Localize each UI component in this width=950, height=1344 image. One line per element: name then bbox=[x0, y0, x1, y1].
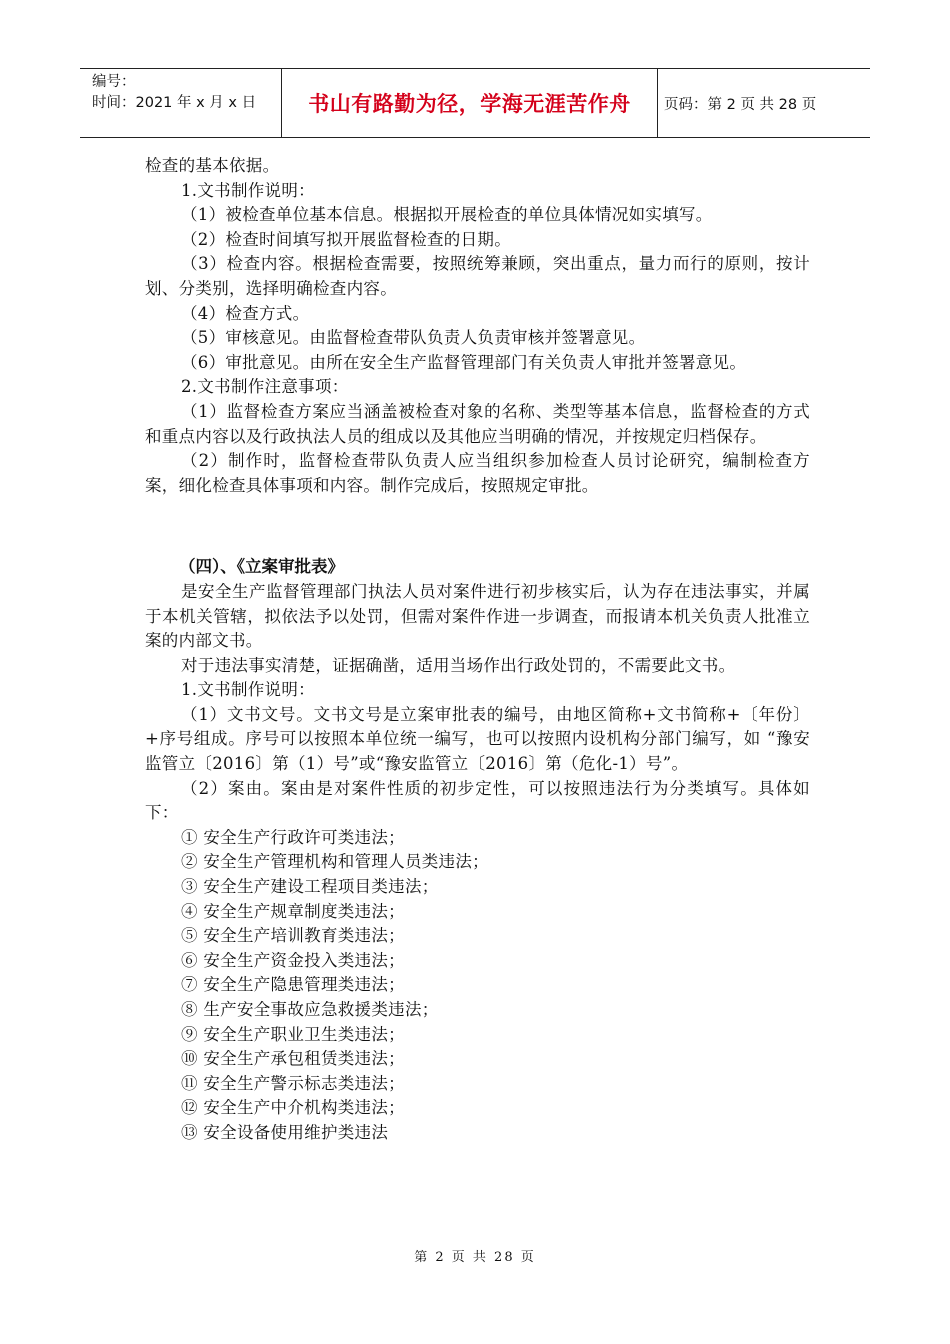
list-item: ⑦ 安全生产隐患管理类违法； bbox=[181, 975, 405, 995]
paragraph: （6）审批意见。由所在安全生产监督管理部门有关负责人审批并签署意见。 bbox=[181, 352, 747, 372]
page-header bbox=[80, 68, 870, 138]
paragraph: （4）检查方式。 bbox=[181, 303, 310, 323]
list-item: ⑨ 安全生产职业卫生类违法； bbox=[181, 1024, 405, 1044]
spacer bbox=[145, 515, 810, 539]
paragraph: （3）检查内容。根据检查需要，按照统筹兼顾，突出重点，量力而行的原则，按计划、分类别，选择明确检查内容。 bbox=[145, 254, 810, 298]
paragraph: 对于违法事实清楚，证据确凿，适用当场作出行政处罚的，不需要此文书。 bbox=[181, 655, 736, 675]
paragraph: 是安全生产监督管理部门执法人员对案件进行初步核实后，认为存在违法事实，并属于本机关管辖，拟依法予以处罚，但需对案件作进一步调查，而报请本机关负责人批准立案的内部文书。 bbox=[145, 581, 810, 651]
section-heading: （四）、《立案审批表》 bbox=[179, 557, 344, 577]
list-item: ⑪ 安全生产警示标志类违法； bbox=[181, 1073, 405, 1093]
list-item: ① 安全生产行政许可类违法； bbox=[181, 827, 405, 847]
list-item: ⑤ 安全生产培训教育类违法； bbox=[181, 926, 405, 946]
list-item: ③ 安全生产建设工程项目类违法； bbox=[181, 877, 439, 897]
header-meta bbox=[80, 69, 282, 137]
page-footer: 第 2 页 共 28 页 bbox=[414, 1250, 536, 1265]
paragraph: （1）文书文号。文书文号是立案审批表的编号，由地区简称+文书简称+〔年份〕+序号组成。序号可以按照本单位统一编写，也可以按照内设机构分部门编写，如 “豫安监管立〔2016〕第（1）号”或“豫安监管立〔2016〕第（危化-1）号”。 bbox=[145, 704, 810, 774]
paragraph: （2）检查时间填写拟开展监督检查的日期。 bbox=[181, 229, 511, 249]
list-item: ⑫ 安全生产中介机构类违法； bbox=[181, 1098, 405, 1118]
document-date-label: 时间：2021 年 x 月 x 日 bbox=[92, 95, 257, 111]
paragraph: 2.文书制作注意事项： bbox=[181, 377, 349, 397]
document-body bbox=[145, 154, 810, 1146]
paragraph: （2）案由。案由是对案件性质的初步定性，可以按照违法行为分类填写。具体如下： bbox=[145, 778, 810, 823]
list-item: ⑥ 安全生产资金投入类违法； bbox=[181, 950, 405, 970]
list-item: ④ 安全生产规章制度类违法； bbox=[181, 901, 405, 921]
header-page-info: 页码：第 2 页 共 28 页 bbox=[664, 96, 817, 113]
paragraph: （1）被检查单位基本信息。根据拟开展检查的单位具体情况如实填写。 bbox=[181, 205, 713, 225]
paragraph: 1.文书制作说明： bbox=[181, 180, 315, 200]
paragraph: （5）审核意见。由监督检查带队负责人负责审核并签署意见。 bbox=[181, 328, 646, 348]
paragraph: （1）监督检查方案应当涵盖被检查对象的名称、类型等基本信息，监督检查的方式和重点内容以及行政执法人员的组成以及其他应当明确的情况，并按规定归档保存。 bbox=[145, 401, 810, 446]
document-number-label: 编号： bbox=[92, 74, 136, 90]
paragraph: 1.文书制作说明： bbox=[181, 680, 315, 700]
paragraph: 检查的基本依据。 bbox=[145, 156, 280, 175]
header-motto: 书山有路勤为径，学海无涯苦作舟 bbox=[282, 69, 658, 137]
list-item: ② 安全生产管理机构和管理人员类违法； bbox=[181, 852, 489, 872]
list-item: ⑧ 生产安全事故应急救援类违法； bbox=[181, 1000, 439, 1019]
list-item: ⑩ 安全生产承包租赁类违法； bbox=[181, 1049, 405, 1069]
list-item: ⑬ 安全设备使用维护类违法 bbox=[181, 1122, 389, 1142]
paragraph: （2）制作时，监督检查带队负责人应当组织参加检查人员讨论研究，编制检查方案，细化检查具体事项和内容。制作完成后，按照规定审批。 bbox=[145, 451, 810, 495]
